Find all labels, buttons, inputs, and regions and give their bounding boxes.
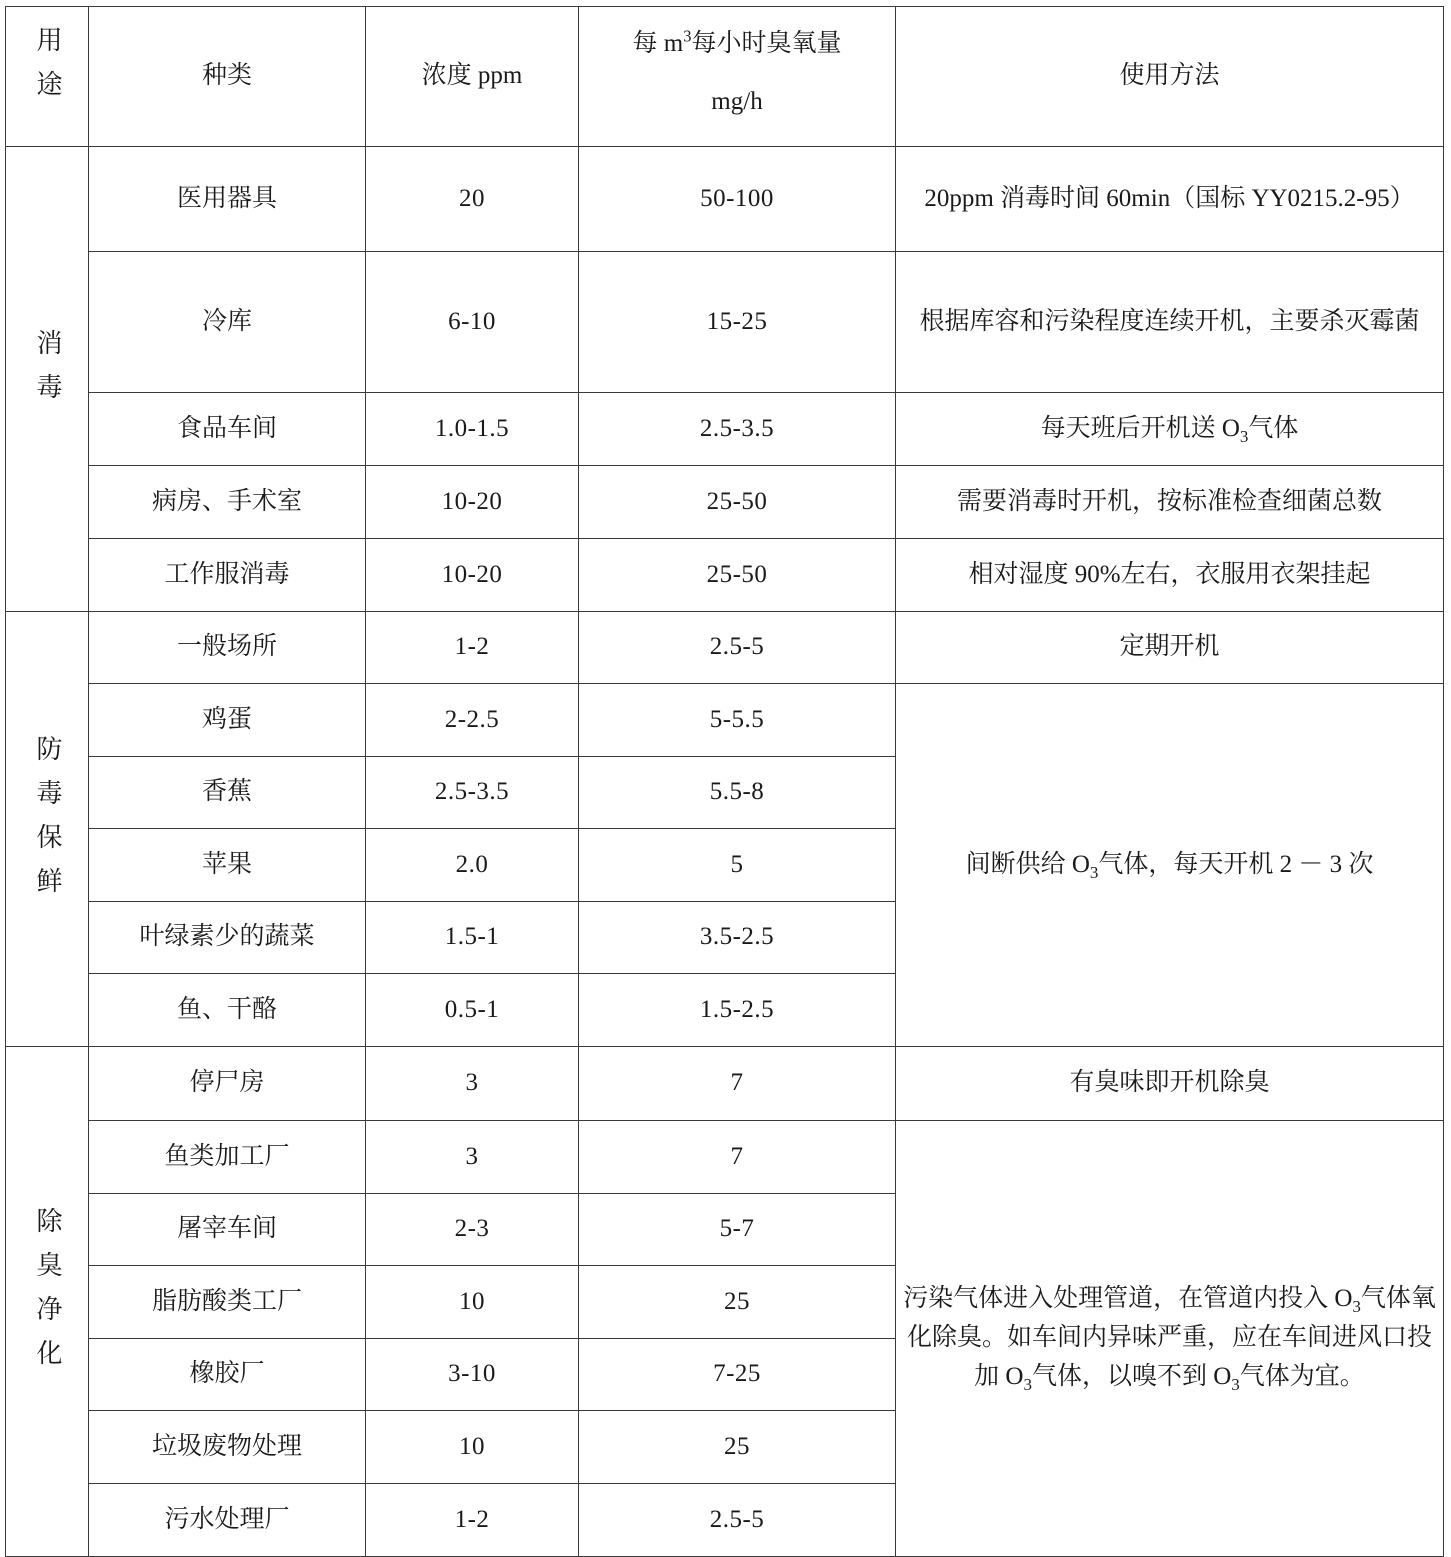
cell-method: 需要消毒时开机，按标准检查细菌总数 — [896, 466, 1444, 539]
cell-kind: 苹果 — [89, 829, 366, 902]
cell-concentration: 1-2 — [366, 1484, 579, 1557]
cell-method: 相对湿度 90%左右，衣服用衣架挂起 — [896, 539, 1444, 612]
cell-method-merged-deodorization: 污染气体进入处理管道，在管道内投入 $O_3$气体氧化除臭。如车间内异味严重，应在车间进风口投加 $O_3$气体，以嗅不到 $O_3$气体为宜。 — [896, 1121, 1444, 1557]
cell-concentration: 20 — [366, 147, 579, 252]
cell-kind: 脂肪酸类工厂 — [89, 1266, 366, 1339]
cell-amount: 2.5-5 — [579, 612, 896, 684]
cell-concentration: 10 — [366, 1266, 579, 1339]
cell-kind: 医用器具 — [89, 147, 366, 252]
cell-concentration: 3-10 — [366, 1339, 579, 1411]
table-row — [6, 1121, 1444, 1194]
cell-amount: 25-50 — [579, 539, 896, 612]
cell-concentration: 0.5-1 — [366, 974, 579, 1047]
header-amount-line1: 每 $m^3$每小时臭氧量 — [632, 26, 842, 57]
cell-amount: 3.5-2.5 — [579, 902, 896, 974]
cell-concentration: 1.0-1.5 — [366, 393, 579, 466]
cell-amount: 5.5-8 — [579, 757, 896, 829]
cell-concentration: 1-2 — [366, 612, 579, 684]
cell-concentration: 10-20 — [366, 539, 579, 612]
header-concentration: 浓度 ppm — [366, 7, 579, 147]
table-row — [6, 466, 1444, 539]
cell-concentration: 2-3 — [366, 1194, 579, 1266]
table-row — [6, 539, 1444, 612]
cell-concentration: 10-20 — [366, 466, 579, 539]
cell-method: 每天班后开机送 $O_3$气体 — [896, 393, 1444, 466]
header-amount — [579, 7, 896, 147]
cell-kind: 叶绿素少的蔬菜 — [89, 902, 366, 974]
cell-method: 有臭味即开机除臭 — [896, 1047, 1444, 1121]
table-header-row — [6, 7, 1444, 147]
cell-concentration: 3 — [366, 1121, 579, 1194]
cell-amount: 7-25 — [579, 1339, 896, 1411]
cell-kind: 一般场所 — [89, 612, 366, 684]
cell-concentration: 2.5-3.5 — [366, 757, 579, 829]
header-kind: 种类 — [89, 7, 366, 147]
cell-amount: 5 — [579, 829, 896, 902]
cell-kind: 食品车间 — [89, 393, 366, 466]
cell-amount: 25 — [579, 1266, 896, 1339]
cell-concentration: 10 — [366, 1411, 579, 1484]
cell-concentration: 2-2.5 — [366, 684, 579, 757]
cell-amount: 15-25 — [579, 252, 896, 393]
cell-amount: 7 — [579, 1121, 896, 1194]
cell-method: 20ppm 消毒时间 60min（国标 YY0215.2-95） — [896, 147, 1444, 252]
cell-kind: 鱼类加工厂 — [89, 1121, 366, 1194]
group-label-deodorization: 除臭净化 — [6, 1047, 89, 1557]
cell-kind: 鸡蛋 — [89, 684, 366, 757]
header-amount-unit: mg/h — [711, 88, 763, 116]
cell-concentration: 3 — [366, 1047, 579, 1121]
header-use-label: 用途 — [33, 26, 62, 115]
cell-kind: 工作服消毒 — [89, 539, 366, 612]
table-row — [6, 612, 1444, 684]
cell-amount: 25-50 — [579, 466, 896, 539]
cell-kind: 香蕉 — [89, 757, 366, 829]
cell-amount: 25 — [579, 1411, 896, 1484]
cell-amount: 50-100 — [579, 147, 896, 252]
cell-kind: 冷库 — [89, 252, 366, 393]
cell-concentration: 2.0 — [366, 829, 579, 902]
group-label-preservation: 防毒保鲜 — [6, 612, 89, 1047]
cell-amount: 2.5-5 — [579, 1484, 896, 1557]
cell-kind: 屠宰车间 — [89, 1194, 366, 1266]
cell-amount: 7 — [579, 1047, 896, 1121]
cell-concentration: 6-10 — [366, 252, 579, 393]
table-row — [6, 252, 1444, 393]
cell-method-merged-preservation: 间断供给 $O_3$气体，每天开机 2 － 3 次 — [896, 684, 1444, 1047]
ozone-application-table — [5, 6, 1444, 1557]
cell-kind: 橡胶厂 — [89, 1339, 366, 1411]
cell-kind: 鱼、干酪 — [89, 974, 366, 1047]
cell-amount: 2.5-3.5 — [579, 393, 896, 466]
table-row — [6, 147, 1444, 252]
table-row — [6, 1047, 1444, 1121]
cell-concentration: 1.5-1 — [366, 902, 579, 974]
group-label-disinfection: 消毒 — [6, 147, 89, 612]
cell-amount: 1.5-2.5 — [579, 974, 896, 1047]
cell-amount: 5-5.5 — [579, 684, 896, 757]
table-row — [6, 684, 1444, 757]
cell-method: 定期开机 — [896, 612, 1444, 684]
table-row — [6, 393, 1444, 466]
cell-kind: 垃圾废物处理 — [89, 1411, 366, 1484]
cell-kind: 污水处理厂 — [89, 1484, 366, 1557]
cell-kind: 病房、手术室 — [89, 466, 366, 539]
header-use — [6, 7, 89, 147]
cell-amount: 5-7 — [579, 1194, 896, 1266]
header-method: 使用方法 — [896, 7, 1444, 147]
cell-method: 根据库容和污染程度连续开机，主要杀灭霉菌 — [896, 252, 1444, 393]
cell-kind: 停尸房 — [89, 1047, 366, 1121]
